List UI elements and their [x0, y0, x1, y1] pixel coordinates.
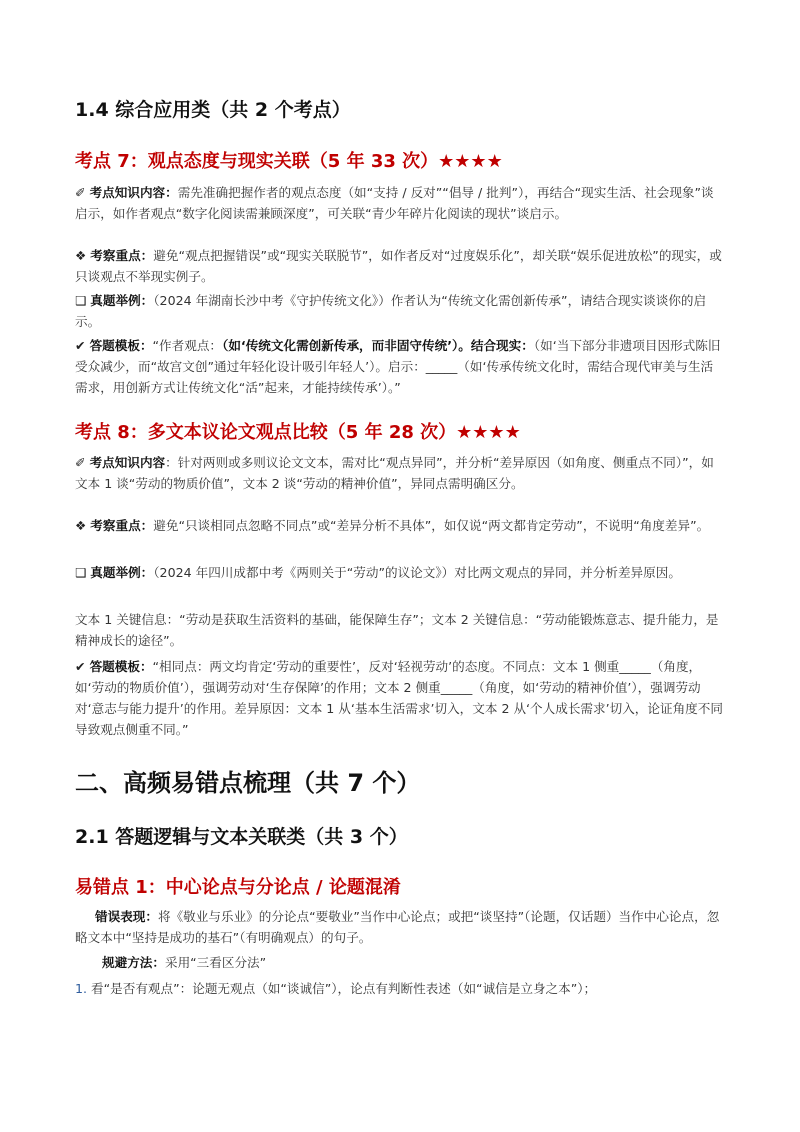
check-icon: ✔ — [75, 659, 86, 674]
kp8-template-paragraph — [75, 656, 725, 740]
pencil-icon: ✐ — [75, 185, 86, 200]
kp7-template-text-a: “作者观点： — [152, 338, 223, 353]
kp7-focus-paragraph — [75, 245, 725, 287]
kp7-example-label: 真题举例： — [90, 293, 154, 308]
kp7-knowledge-text: 需先准确把握作者的观点态度（如“支持 / 反对”“倡导 / 批判”），再结合“现实生活、社会现象”谈启示，如作者观点“数字化阅读需兼顾深度”，可关联“青少年碎片化阅读的现状”谈启示。 — [75, 185, 714, 221]
kp7-template-text-b: （如‘传统文化需创新传承，而非固守传统’）。结合现实： — [222, 338, 534, 353]
kp8-focus-paragraph — [75, 515, 725, 536]
kp8-info-paragraph: 文本 1 关键信息：“劳动是获取生活资料的基础，能保障生存”；文本 2 关键信息：“劳动能锻炼意志、提升能力，是精神成长的途径”。 — [75, 612, 719, 648]
err1-step-1 — [75, 978, 725, 999]
kp8-knowledge-label: 考点知识内容 — [89, 455, 166, 470]
err1-mistake-label: 错误表现： — [95, 909, 158, 924]
kp8-title: 考点 8：多文本议论文观点比较（5 年 28 次）★★★★ — [75, 422, 521, 443]
kp8-example-label: 真题举例： — [90, 565, 154, 580]
kp7-template-paragraph — [75, 335, 725, 398]
err1-mistake-text: 将《敬业与乐业》的分论点“要敬业”当作中心论点；或把“谈坚持”（论题，仅话题）当作中心论点，忽略文本中“坚持是成功的基石”（有明确观点）的句子。 — [75, 909, 720, 945]
kp7-template-text-c: （如‘当下部分非遗项目因形式陈旧受众减少，而“故宫文创”通过年轻化设计吸引年轻人’）。启示：_____（如‘传承传统文化时，需结合现代审美与生活需求，用创新方式让传统文化“活”起来，才能持续传承’）。” — [75, 338, 721, 395]
section-heading-1-4: 1.4 综合应用类（共 2 个考点） — [75, 99, 351, 121]
check-icon: ✔ — [75, 338, 86, 353]
kp8-example-text: （2024 年四川成都中考《两则关于“劳动”的议论文》）对比两文观点的异同，并分析差异原因。 — [153, 565, 681, 580]
err1-mistake-paragraph — [75, 906, 725, 948]
kp7-title: 考点 7：观点态度与现实关联（5 年 33 次）★★★★ — [75, 151, 503, 172]
list-number: 1. — [75, 981, 88, 996]
kp7-knowledge-label: 考点知识内容： — [89, 185, 178, 200]
diamond-bullet-icon: ❖ — [75, 518, 87, 533]
kp8-example-paragraph — [75, 562, 725, 583]
err1-method-label: 规避方法： — [102, 955, 165, 970]
square-bullet-icon: ❑ — [75, 293, 87, 308]
kp8-focus-text: 避免“只谈相同点忽略不同点”或“差异分析不具体”，如仅说“两文都肯定劳动”，不说明“角度差异”。 — [153, 518, 710, 533]
kp7-focus-text: 避免“观点把握错误”或“现实关联脱节”，如作者反对“过度娱乐化”，却关联“娱乐促进放松”的现实，或只谈观点不举现实例子。 — [75, 248, 722, 284]
section-heading-2: 二、高频易错点梳理（共 7 个） — [75, 769, 421, 797]
kp7-example-paragraph — [75, 290, 725, 332]
square-bullet-icon: ❑ — [75, 565, 87, 580]
err1-title: 易错点 1：中心论点与分论点 / 论题混淆 — [75, 877, 401, 898]
kp8-knowledge-paragraph — [75, 452, 725, 494]
kp8-template-label: 答题模板： — [89, 659, 153, 674]
kp7-example-text: （2024 年湖南长沙中考《守护传统文化》）作者认为“传统文化需创新传承”，请结合现实谈谈你的启示。 — [75, 293, 707, 329]
section-heading-2-1: 2.1 答题逻辑与文本关联类（共 3 个） — [75, 826, 408, 848]
pencil-icon: ✐ — [75, 455, 86, 470]
diamond-bullet-icon: ❖ — [75, 248, 87, 263]
kp8-knowledge-text: ：针对两则或多则议论文文本，需对比“观点异同”，并分析“差异原因（如角度、侧重点不同）”，如文本 1 谈“劳动的物质价值”，文本 2 谈“劳动的精神价值”，异同点需明确区分。 — [75, 455, 714, 491]
kp8-focus-label: 考察重点： — [90, 518, 154, 533]
kp8-template-text: “相同点：两文均肯定‘劳动的重要性’，反对‘轻视劳动’的态度。不同点：文本 1 侧重_____（角度，如‘劳动的物质价值’），强调劳动对‘生存保障’的作用；文本 2 侧重_____（角度，如‘劳动的精神价值’），强调劳动对‘意志与能力提升’的作用。差异原因：文本 1 从‘基本生活需求’切入，文本 2 从‘个人成长需求’切入，论证角度不同导致观点侧重不同。” — [75, 659, 723, 737]
kp7-focus-label: 考察重点： — [90, 248, 154, 263]
err1-method-text: 采用“三看区分法” — [164, 955, 267, 970]
err1-method-paragraph — [75, 952, 725, 973]
kp7-knowledge-paragraph — [75, 182, 725, 224]
err1-step-1-text: 看“是否有观点”：论题无观点（如“谈诚信”），论点有判断性表述（如“诚信是立身之本”）； — [91, 981, 597, 996]
kp7-template-label: 答题模板： — [89, 338, 153, 353]
